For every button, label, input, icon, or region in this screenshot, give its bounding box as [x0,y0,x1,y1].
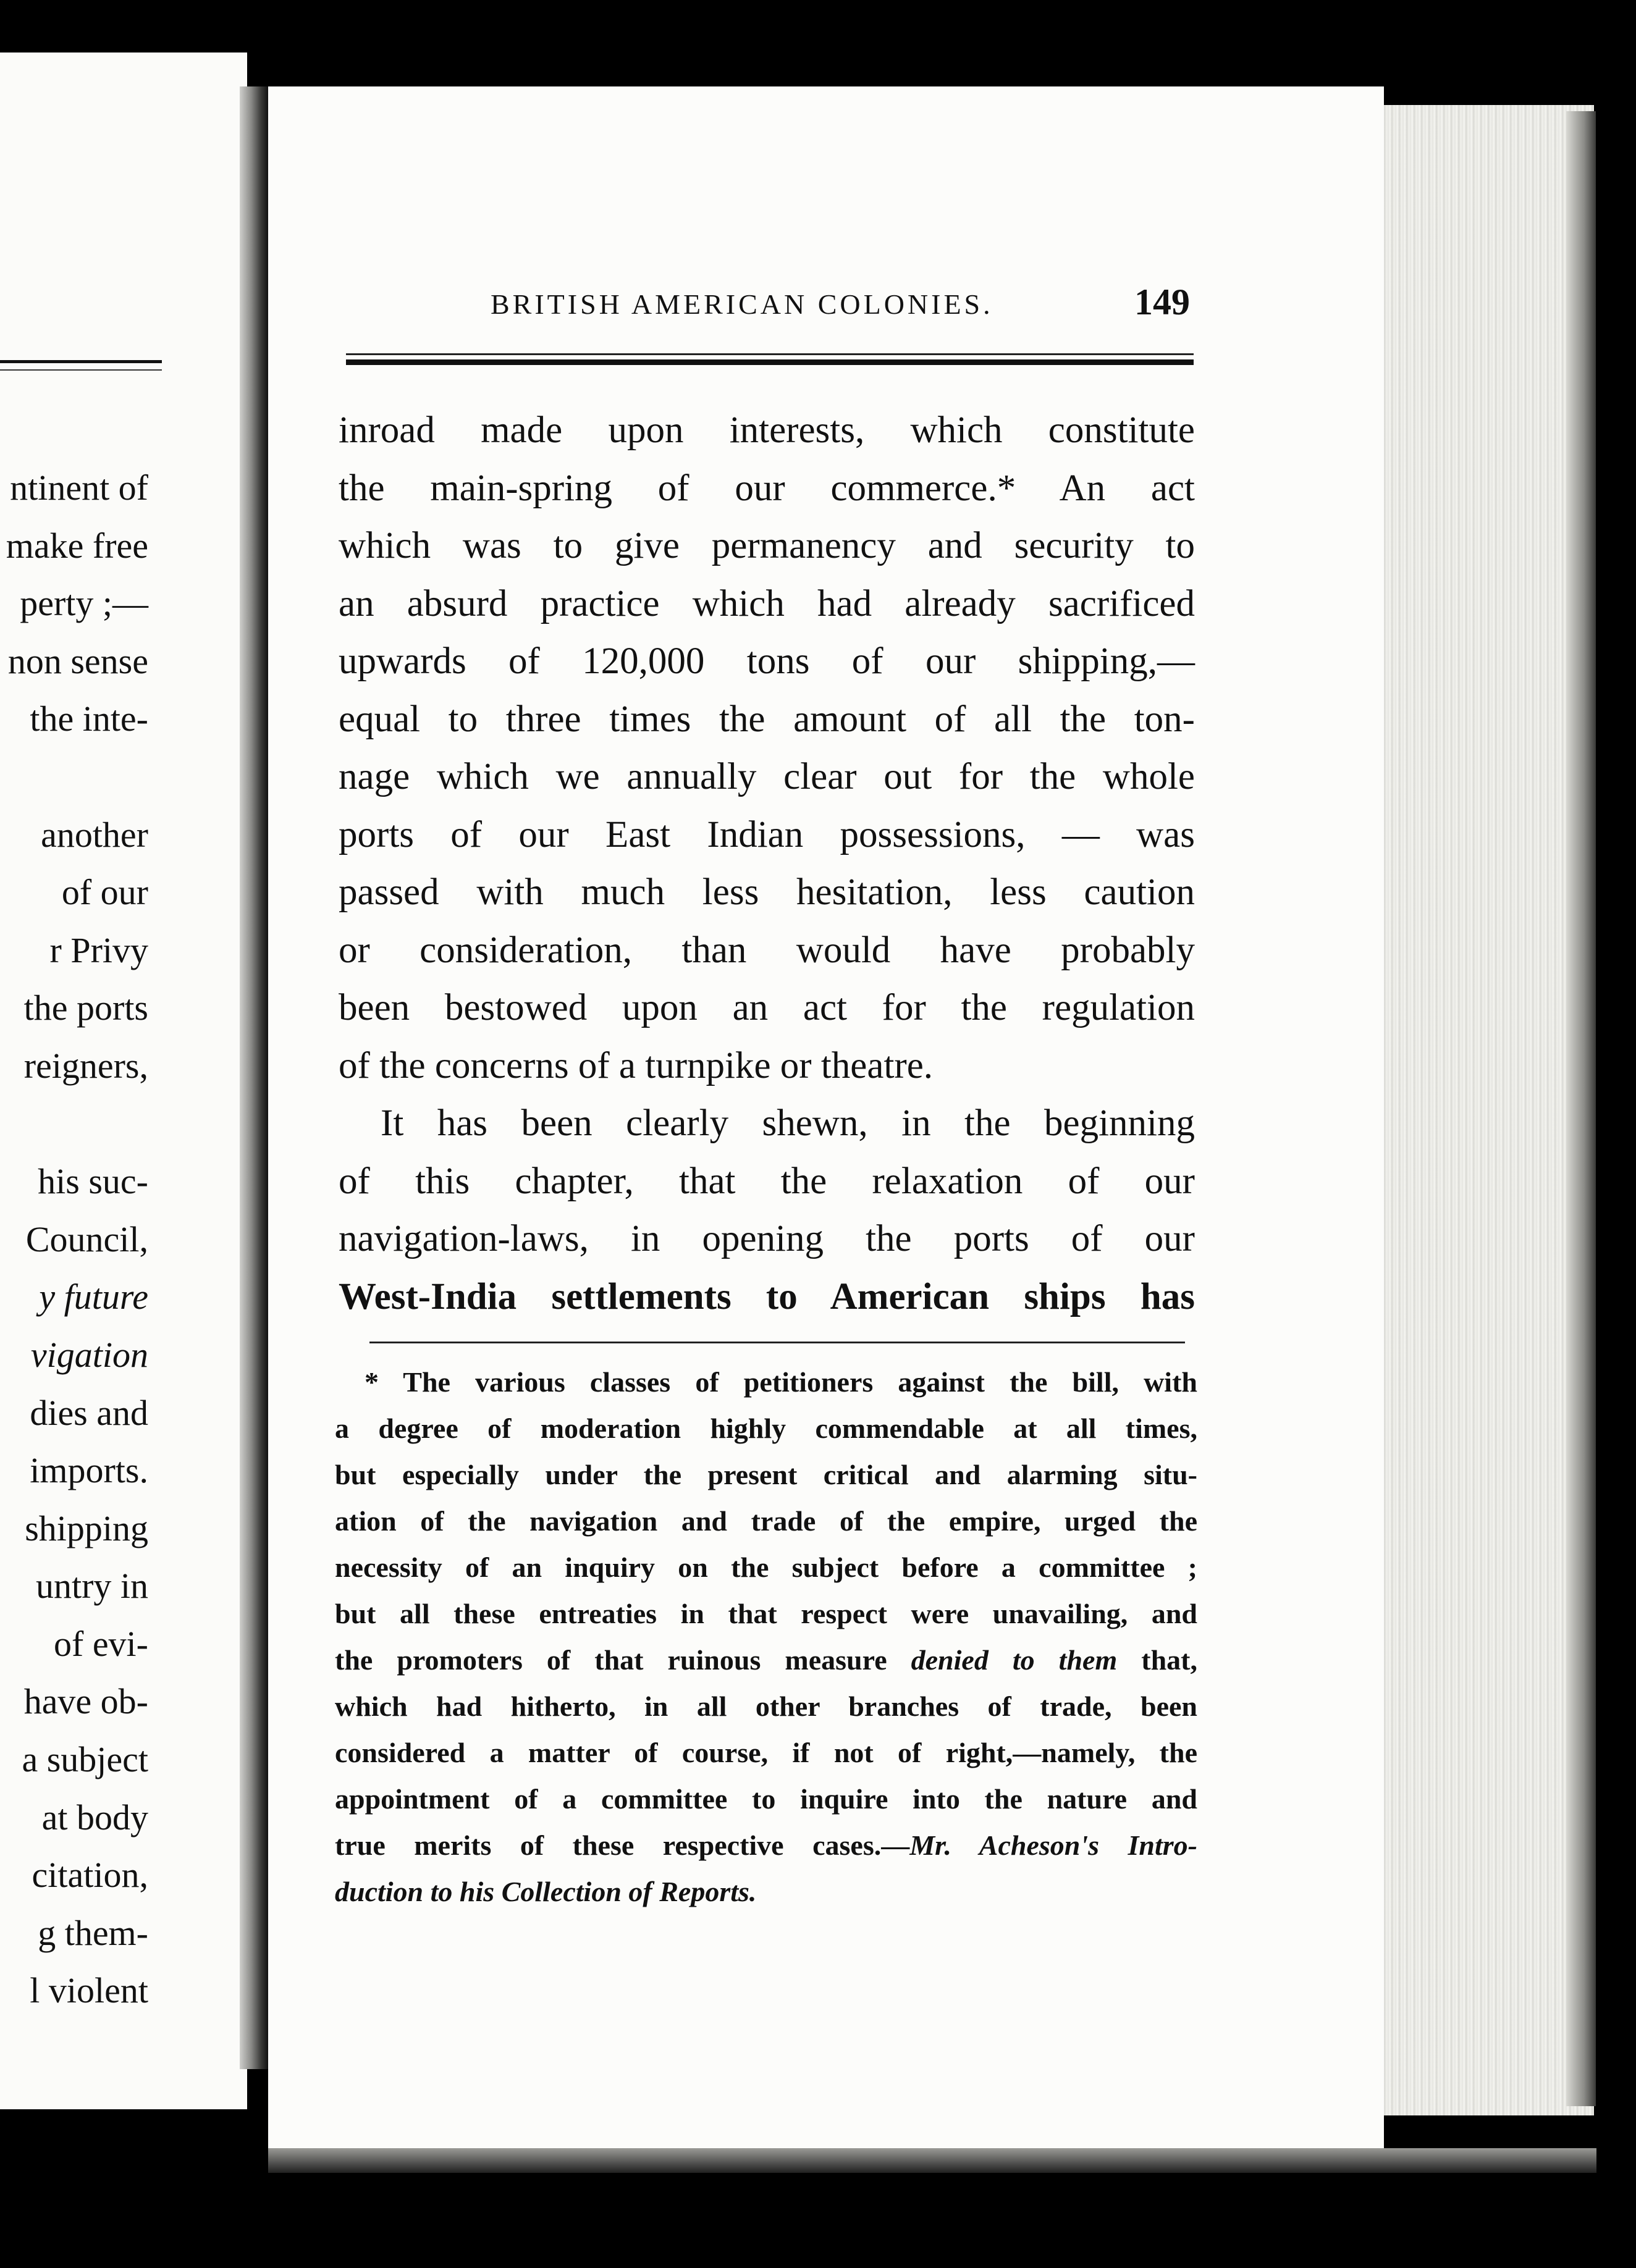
left-line: shipping [25,1508,148,1548]
left-line: Council, [25,1219,148,1259]
footnote-line [335,1637,1197,1683]
body-line: nage which we annually clear out for the whole [339,756,1195,797]
body-line: It has been clearly shewn, in the beginning [381,1102,1195,1144]
body-line: an absurd practice which had already sacrificed [339,582,1195,624]
left-line: untry in [35,1566,148,1606]
footnote-line: but all these entreaties in that respect were unavailing, and [335,1598,1197,1629]
footnote [335,1359,1197,1915]
footnote-line: * The various classes of petitioners against the bill, with [365,1366,1197,1398]
left-line: imports. [30,1450,148,1491]
footnote-rule [369,1342,1185,1343]
body-line: West-India settlements to American ships has [339,1275,1195,1317]
left-line: another [41,814,148,855]
left-line: perty ;— [20,583,148,624]
body-line: passed with much less hesitation, less caution [339,872,1195,913]
left-line: ntinent of [10,468,148,508]
footnote-citation: duction to his Collection of Reports. [335,1876,757,1907]
footnote-italic: denied to them [911,1644,1118,1676]
left-line: the inte- [30,699,148,739]
left-line: his suc- [38,1161,148,1202]
body-line: upwards of 120,000 tons of our shipping,— [339,640,1195,682]
footnote-line: considered a matter of course, if not of right,—namely, the [335,1737,1197,1768]
footnote-line [335,1822,1197,1868]
left-line [0,748,148,806]
footnote-line: which had hitherto, in all other branches of trade, been [335,1690,1197,1722]
body-line: of the concerns of a turnpike or theatre. [339,1044,934,1086]
left-line: the ports [23,988,148,1028]
left-line: make free [6,525,148,566]
left-line: have ob- [23,1681,148,1722]
body-line: navigation-laws, in opening the ports of our [339,1218,1195,1259]
left-line: of evi- [54,1623,148,1664]
body-text [339,401,1195,1325]
body-line: been bestowed upon an act for the regulation [339,987,1195,1028]
book-gutter [240,86,268,2069]
left-line: at body [41,1797,148,1838]
header-rule [346,353,1194,355]
footnote-line: ation of the navigation and trade of the empire, urged the [335,1505,1197,1537]
body-line: ports of our East Indian possessions, — was [339,813,1195,855]
left-line: y future [39,1277,148,1317]
left-line [0,1095,148,1153]
footnote-line: but especially under the present critical and alarming situ- [335,1459,1197,1490]
left-line: non sense [7,640,148,681]
footnote-text: that, [1141,1644,1197,1676]
page-shadow [268,2148,1596,2173]
left-line: g them- [38,1912,148,1953]
left-line: citation, [32,1855,148,1896]
body-line: the main-spring of our commerce.* An act [339,467,1195,509]
page-number: 149 [1134,282,1190,322]
left-line: l violent [30,1970,148,2011]
left-line: vigation [30,1334,148,1375]
body-line: of this chapter, that the relaxation of our [339,1160,1195,1202]
footnote-line [335,1868,1197,1915]
body-line: or consideration, than would have probably [339,929,1195,971]
footnote-line: necessity of an inquiry on the subject before a committee ; [335,1552,1197,1583]
footnote-citation: Mr. Acheson's Intro- [909,1829,1197,1861]
left-line: dies and [30,1392,148,1433]
running-head: BRITISH AMERICAN COLONIES. [491,288,993,320]
body-line: inroad made upon interests, which constitute [339,410,1195,451]
left-page [0,52,247,2109]
body-line: which was to give permanency and security to [339,525,1195,566]
left-line: reigners, [23,1045,148,1086]
footnote-text: true merits of these respective cases.— [335,1829,910,1861]
left-line: r Privy [49,930,148,970]
book-fore-edge [1566,111,1596,2106]
left-line: of our [61,872,148,913]
footnote-line: appointment of a committee to inquire into the nature and [335,1783,1197,1815]
header-rule-thick [346,359,1194,365]
page-edges [1372,105,1594,2115]
left-line: a subject [22,1739,148,1780]
footnote-line: a degree of moderation highly commendable at all times, [335,1413,1197,1444]
body-line: equal to three times the amount of all the ton- [339,698,1195,740]
footnote-text: the promoters of that ruinous measure [335,1644,887,1676]
left-header-rule [0,360,162,371]
left-page-text [0,459,148,2020]
